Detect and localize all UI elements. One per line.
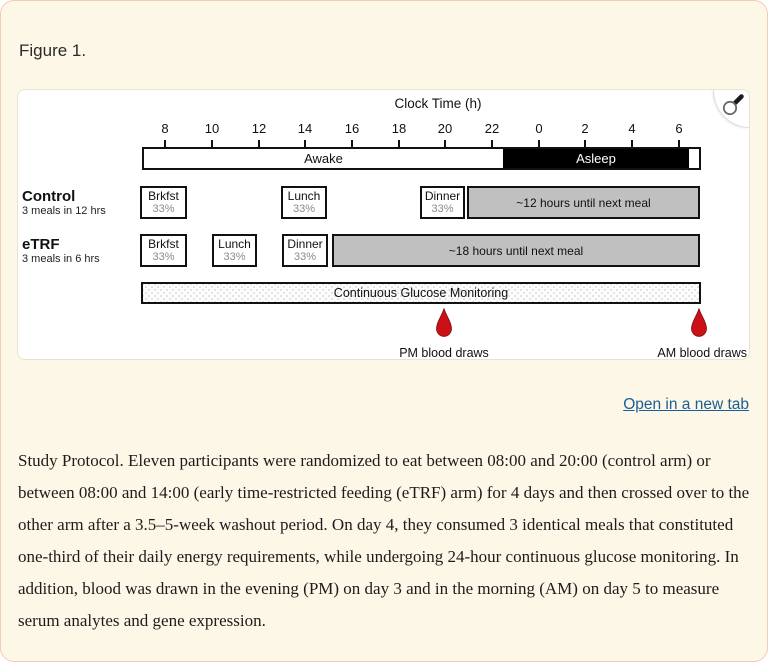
tick-label: 18	[391, 121, 407, 136]
awake-asleep-bar	[142, 147, 701, 170]
control-fasting-gap-bar: ~12 hours until next meal	[467, 186, 700, 219]
meal-percent: 33%	[292, 203, 316, 215]
tick-label: 22	[484, 121, 500, 136]
control-row-name: Control	[22, 188, 76, 205]
tick-label: 16	[344, 121, 360, 136]
control-row-label	[22, 188, 134, 217]
meal-label: Dinner	[424, 189, 461, 203]
control-breakfast-box	[140, 186, 187, 219]
blood-drop-icon	[689, 307, 709, 340]
etrf-row-name: eTRF	[22, 236, 60, 253]
tick-label: 0	[535, 121, 543, 136]
meal-label: Lunch	[287, 189, 321, 203]
etrf-row-subtitle: 3 meals in 6 hrs	[22, 253, 100, 265]
meal-percent: 33%	[293, 251, 317, 263]
figure-panel	[17, 89, 750, 360]
tick-label: 10	[204, 121, 220, 136]
awake-sliver-segment	[689, 149, 699, 168]
control-row-subtitle: 3 meals in 12 hrs	[22, 205, 106, 217]
open-in-new-tab-link[interactable]: Open in a new tab	[623, 396, 749, 413]
awake-segment: Awake	[144, 149, 503, 168]
tick-label: 8	[161, 121, 169, 136]
zoom-figure-button[interactable]	[713, 90, 749, 128]
tick-label: 14	[297, 121, 313, 136]
control-lunch-box	[281, 186, 327, 219]
am-blood-draws-label: AM blood draws	[657, 346, 747, 360]
meal-percent: 33%	[152, 203, 175, 215]
pm-blood-draws-label: PM blood draws	[399, 346, 489, 360]
meal-percent: 33%	[152, 251, 175, 263]
figure-caption: Study Protocol. Eleven participants were randomized to eat between 08:00 and 20:00 (control arm) or between 08:00 and 14:00 (early time-restricted feeding (eTRF) arm) for 4 days and then crossed over to the other arm after a 3.5–5-week washout period. On day 4, they consumed 3 identical meals that constituted one-third of their daily energy requirements, while undergoing 24-hour continuous glucose monitoring. In addition, blood was drawn in the evening (PM) on day 3 and in the morning (AM) on day 5 to measure serum analytes and gene expression.	[18, 451, 750, 630]
meal-percent: 33%	[431, 203, 454, 215]
etrf-dinner-box	[282, 234, 328, 267]
meal-percent: 33%	[223, 251, 246, 263]
figure-title: Figure 1.	[19, 41, 87, 60]
meal-label: Brkfst	[148, 237, 179, 251]
tick-label: 12	[251, 121, 267, 136]
tick-label: 4	[628, 121, 636, 136]
tick-label: 2	[581, 121, 589, 136]
blood-drop-icon	[434, 307, 454, 340]
meal-label: Brkfst	[148, 189, 179, 203]
tick-label: 20	[437, 121, 453, 136]
cgm-bar: Continuous Glucose Monitoring	[141, 282, 701, 304]
tick-label: 6	[675, 121, 683, 136]
etrf-row-label	[22, 236, 134, 265]
meal-label: Lunch	[218, 237, 251, 251]
asleep-segment: Asleep	[503, 149, 689, 168]
etrf-breakfast-box	[140, 234, 187, 267]
figure-actions	[623, 396, 749, 414]
clock-axis-title: Clock Time (h)	[394, 96, 482, 111]
etrf-lunch-box	[212, 234, 257, 267]
etrf-fasting-gap-bar: ~18 hours until next meal	[332, 234, 700, 267]
control-dinner-box	[420, 186, 465, 219]
meal-label: Dinner	[287, 237, 323, 251]
